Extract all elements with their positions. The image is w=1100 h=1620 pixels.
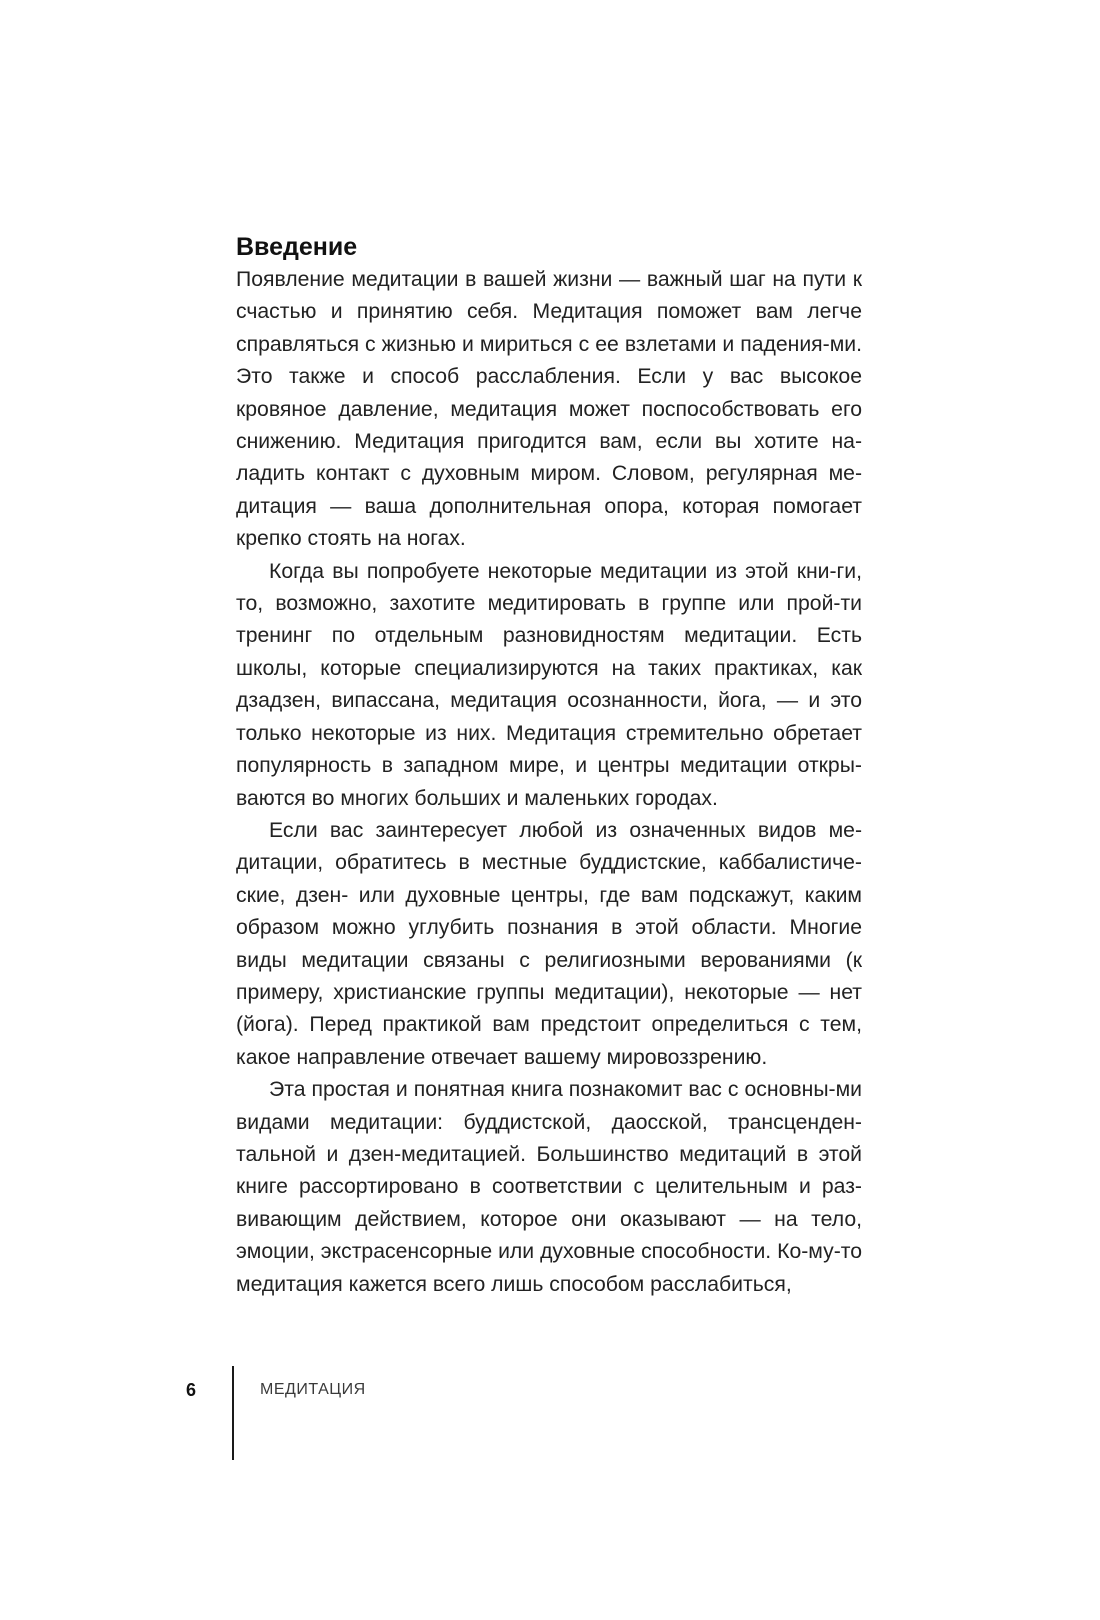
- paragraph-4: Эта простая и понятная книга познакомит вас с основны-ми видами медитации: буддистской, даосской, трансценден-тальной и дзен-медитацией. Большинство медитаций в этой книге рассортировано в соответствии с целительным и раз-вивающим действием, которое они оказывают — на тело, эмоции, экстрасенсорные или духовные способности. Ко-му-то медитация кажется всего лишь способом расслабиться,: [236, 1078, 862, 1296]
- paragraph-1: Появление медитации в вашей жизни — важный шаг на пути к счастью и принятию себя. Медитация поможет вам легче справляться с жизнью и мириться с ее взлетами и падения-ми. Это также и способ расслабления. Если у вас высокое кровяное давление, медитация может поспособствовать его снижению. Медитация пригодится вам, если вы хотите на-ладить контакт с духовным миром. Словом, регулярная ме-дитация — ваша дополнительная опора, которая помогает крепко стоять на ногах.: [236, 268, 862, 551]
- footer-divider: [232, 1366, 234, 1460]
- paragraph-3: Если вас заинтересует любой из означенных видов ме-дитации, обратитесь в местные буддистские, каббалистиче-ские, дзен- или духовные центры, где вам подскажут, каким образом можно углубить познания в этой области. Многие виды медитации связаны с религиозными верованиями (к примеру, христианские группы медитации), некоторые — нет (йога). Перед практикой вам предстоит определиться с тем, какое направление отвечает вашему мировоззрению.: [236, 818, 862, 1069]
- running-title: МЕДИТАЦИЯ: [260, 1381, 366, 1398]
- page-content: [236, 230, 862, 1301]
- paragraph-2: Когда вы попробуете некоторые медитации из этой кни-ги, то, возможно, захотите медитировать в группе или прой-ти тренинг по отдельным разновидностям медитации. Есть школы, которые специализируются на таких практиках, как дзадзен, випассана, медитация осознанности, йога, — и это только некоторые из них. Медитация стремительно обретает популярность в западном мире, и центры медитации откры-ваются во многих больших и маленьких городах.: [236, 559, 862, 810]
- section-heading: Введение: [236, 233, 358, 261]
- page-number: 6: [186, 1380, 197, 1400]
